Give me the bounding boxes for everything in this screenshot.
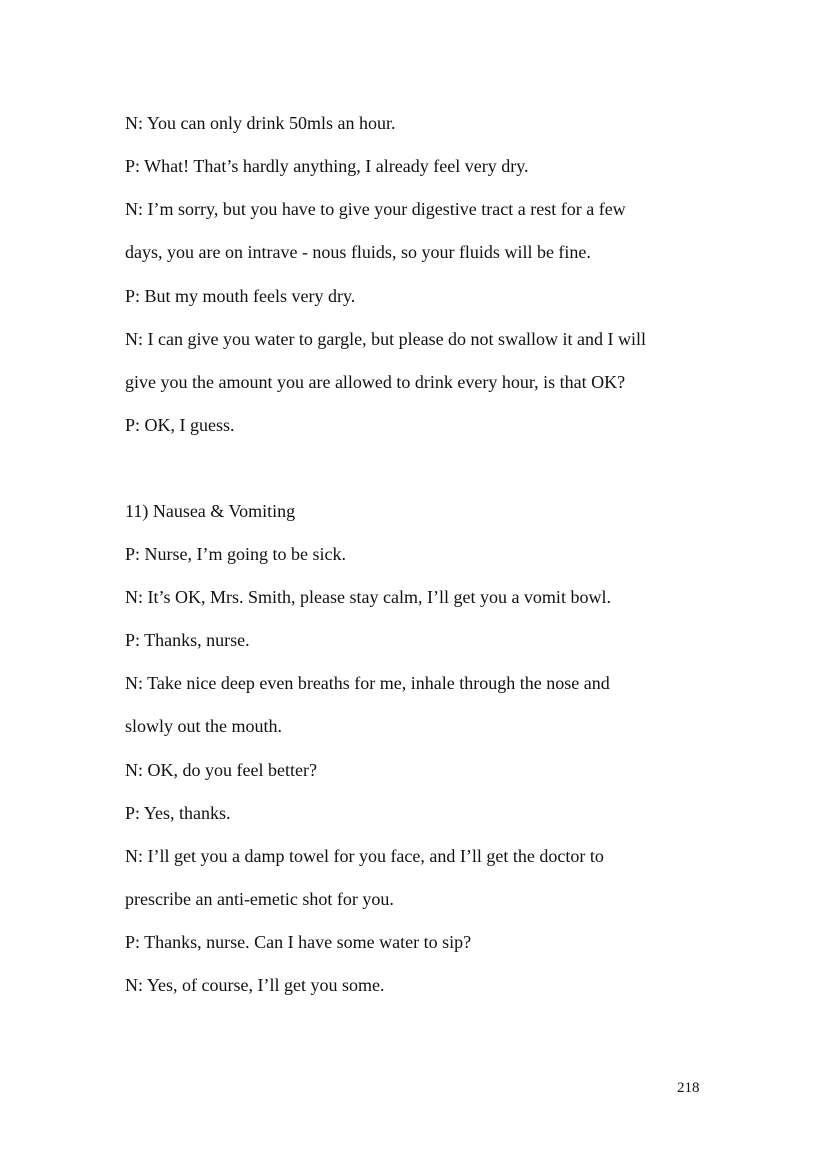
dialogue-line: P: Thanks, nurse.	[125, 630, 250, 650]
dialogue-line: slowly out the mouth.	[125, 716, 282, 736]
dialogue-line: days, you are on intrave - nous fluids, so your fluids will be fine.	[125, 242, 591, 262]
dialogue-line: N: I can give you water to gargle, but please do not swallow it and I will	[125, 329, 647, 349]
dialogue-line: give you the amount you are allowed to drink every hour, is that OK?	[125, 372, 626, 392]
dialogue-line: P: What! That’s hardly anything, I already feel very dry.	[125, 156, 529, 176]
dialogue-line: P: But my mouth feels very dry.	[125, 286, 356, 306]
dialogue-line: P: OK, I guess.	[125, 415, 235, 435]
dialogue-line: N: I’ll get you a damp towel for you face, and I’ll get the doctor to	[125, 846, 604, 866]
dialogue-line: P: Thanks, nurse. Can I have some water to sip?	[125, 932, 472, 952]
dialogue-line: N: I’m sorry, but you have to give your digestive tract a rest for a few	[125, 199, 626, 219]
dialogue-line: prescribe an anti-emetic shot for you.	[125, 889, 394, 909]
dialogue-line: N: Take nice deep even breaths for me, inhale through the nose and	[125, 673, 610, 693]
dialogue-line: N: Yes, of course, I’ll get you some.	[125, 975, 385, 995]
dialogue-line: P: Nurse, I’m going to be sick.	[125, 544, 346, 564]
dialogue-line: N: It’s OK, Mrs. Smith, please stay calm, I’ll get you a vomit bowl.	[125, 587, 611, 607]
section-heading: 11) Nausea & Vomiting	[125, 501, 296, 521]
dialogue-line: N: OK, do you feel better?	[125, 760, 317, 780]
dialogue-line: P: Yes, thanks.	[125, 803, 231, 823]
page-number: 218	[677, 1080, 700, 1096]
dialogue-line: N: You can only drink 50mls an hour.	[125, 113, 396, 133]
